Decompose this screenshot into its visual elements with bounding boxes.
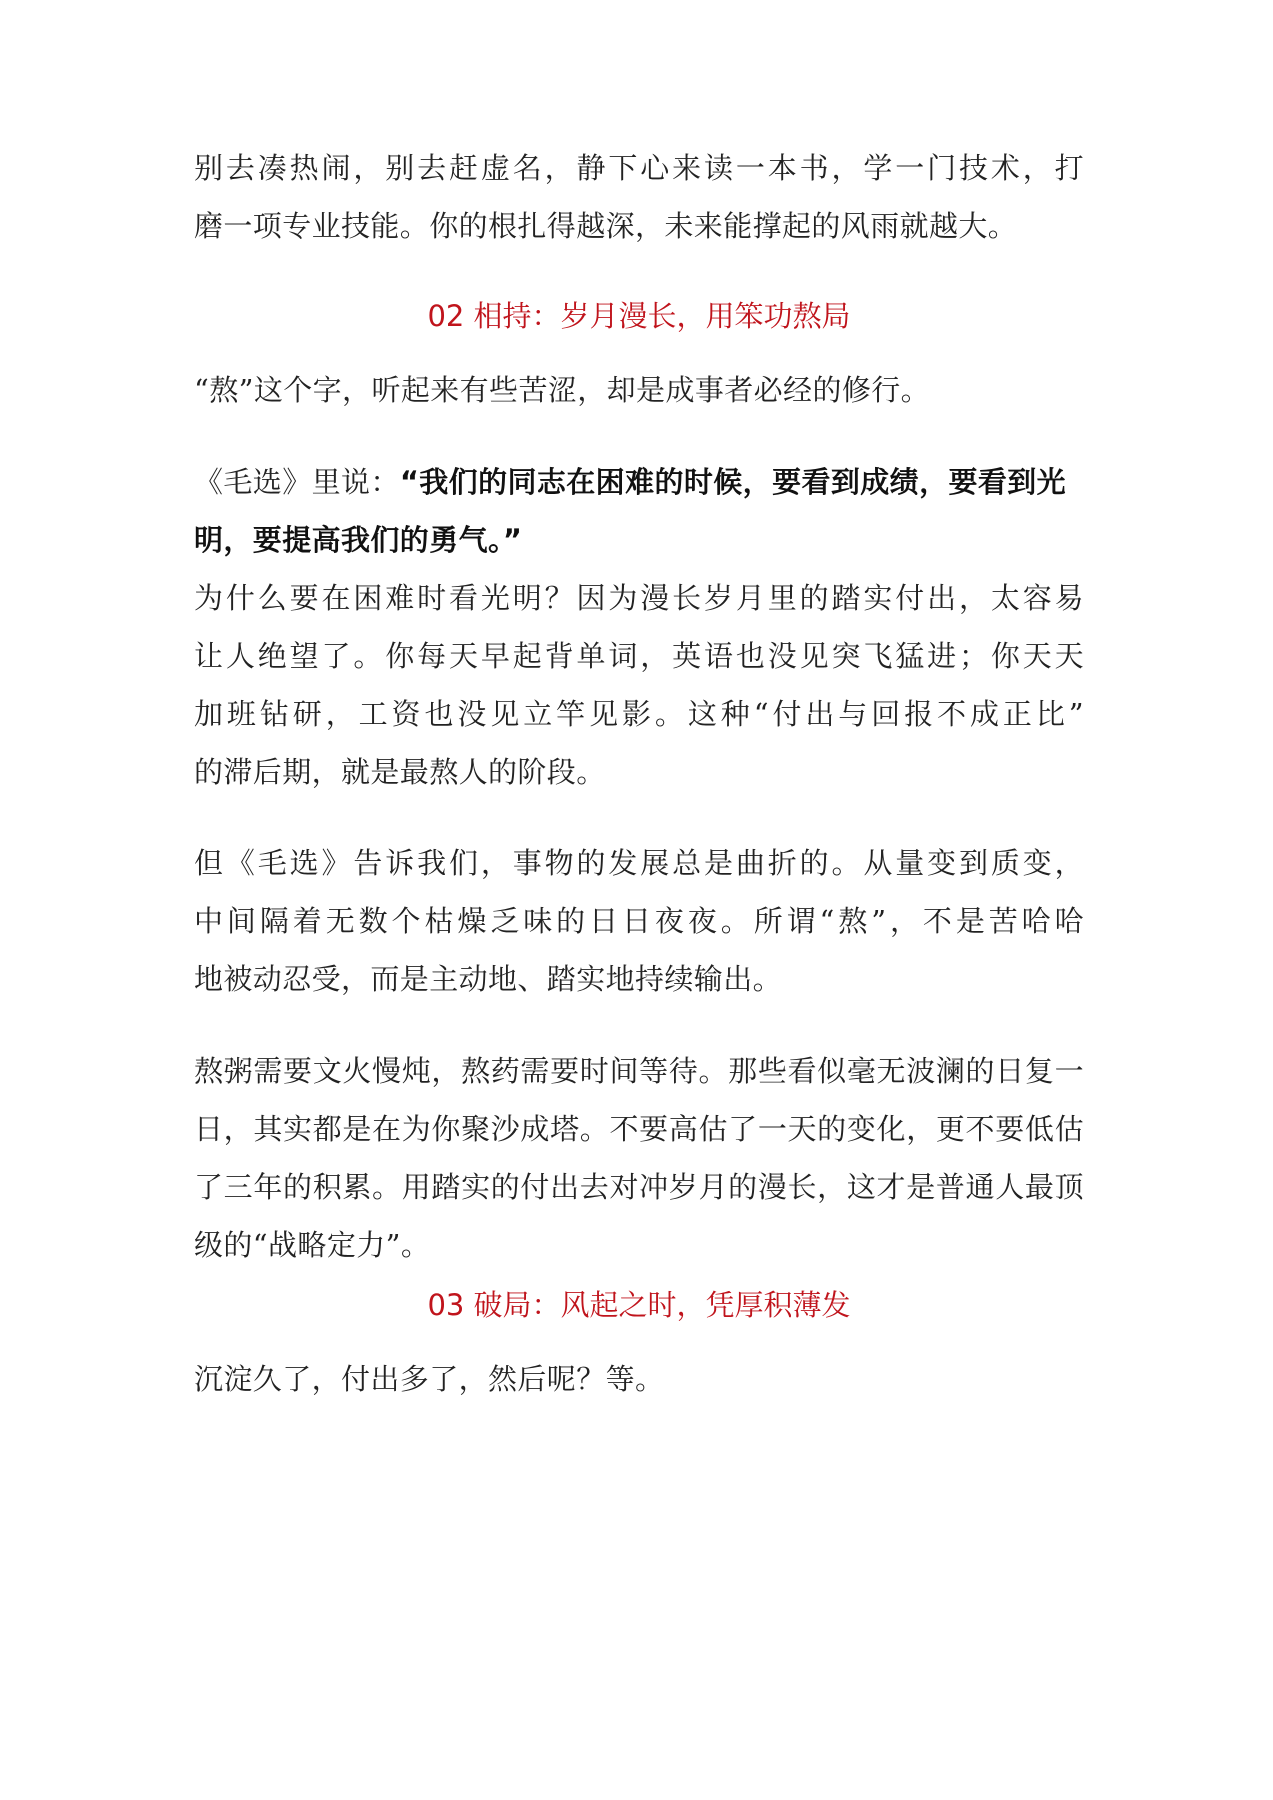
paragraph-line: 别去凑热闹，别去赶虚名，静下心来读一本书，学一门技术，打 (194, 151, 1084, 185)
paragraph-line: 磨一项专业技能。你的根扎得越深，未来能撑起的风雨就越大。 (194, 209, 1018, 243)
paragraph-line: 级的“战略定力”。 (194, 1228, 431, 1262)
paragraph-line: 日，其实都是在为你聚沙成塔。不要高估了一天的变化，更不要低估 (194, 1112, 1084, 1146)
paragraph-line: 的滞后期，就是最熬人的阶段。 (194, 755, 606, 789)
quote-text: 明，要提高我们的勇气。” (194, 523, 523, 557)
paragraph-line: 了三年的积累。用踏实的付出去对冲岁月的漫长，这才是普通人最顶 (194, 1170, 1084, 1204)
quote-prefix: 《毛选》里说： (194, 465, 400, 499)
paragraph-line: 中间隔着无数个枯燥乏味的日日夜夜。所谓“熬”，不是苦哈哈 (194, 904, 1084, 938)
section-heading-03: 03 破局：风起之时，凭厚积薄发 (427, 1288, 851, 1322)
quote-text: “我们的同志在困难的时候，要看到成绩，要看到光 (399, 465, 1067, 499)
paragraph-line: 加班钻研，工资也没见立竿见影。这种“付出与回报不成正比” (194, 697, 1084, 731)
paragraph-line: 但《毛选》告诉我们，事物的发展总是曲折的。从量变到质变， (194, 846, 1084, 880)
paragraph-line: 让人绝望了。你每天早起背单词，英语也没见突飞猛进；你天天 (194, 639, 1084, 673)
paragraph-line: “熬”这个字，听起来有些苦涩，却是成事者必经的修行。 (194, 373, 931, 407)
paragraph-line: 熬粥需要文火慢炖，熬药需要时间等待。那些看似毫无波澜的日复一 (194, 1054, 1084, 1088)
paragraph-line: 为什么要在困难时看光明？因为漫长岁月里的踏实付出，太容易 (194, 581, 1084, 615)
paragraph-line: 地被动忍受，而是主动地、踏实地持续输出。 (194, 962, 783, 996)
section-heading-02: 02 相持：岁月漫长，用笨功熬局 (427, 299, 851, 333)
quote-line (194, 462, 1084, 502)
paragraph-line: 沉淀久了，付出多了，然后呢？等。 (194, 1362, 665, 1396)
